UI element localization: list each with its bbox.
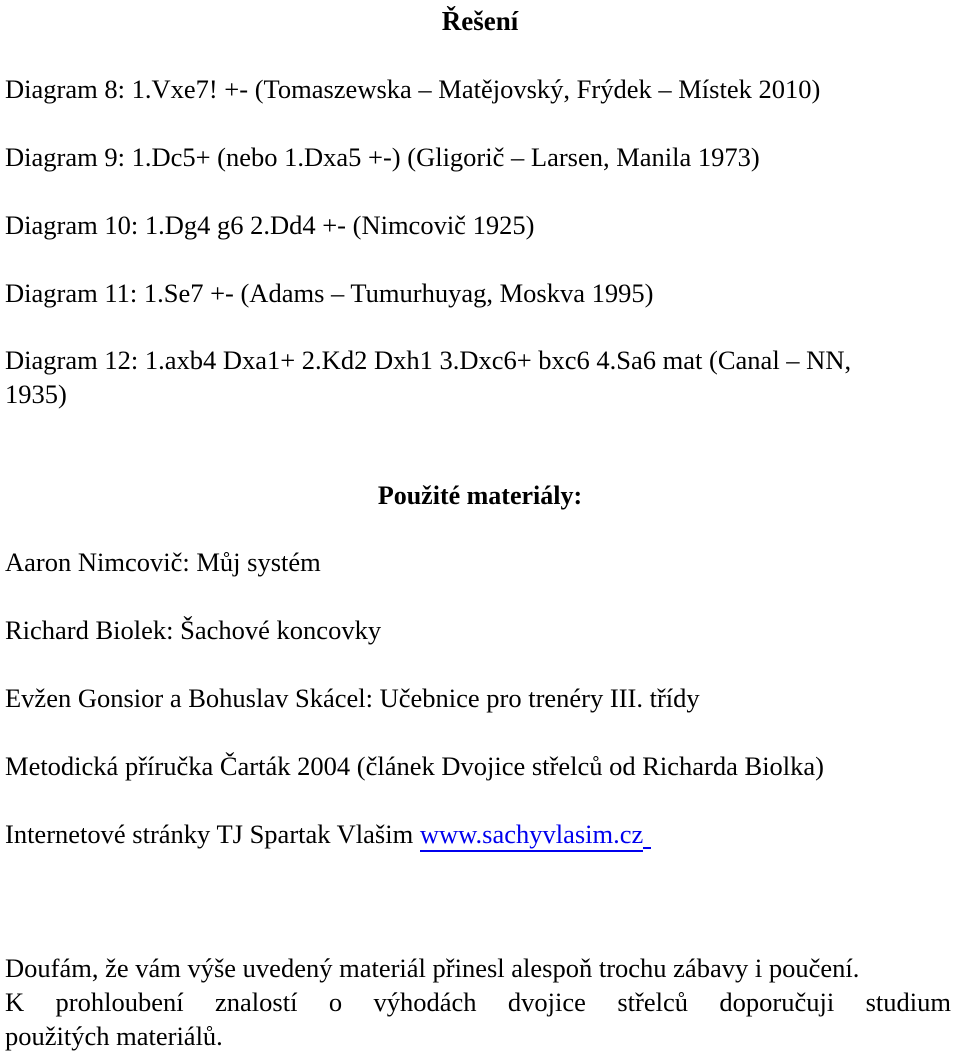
material-item-gonsior-skacel: Evžen Gonsior a Bohuslav Skácel: Učebnice pro trenéry III. třídy: [5, 683, 700, 713]
solution-diagram-9: Diagram 9: 1.Dc5+ (nebo 1.Dxa5 +-) (Gligorič – Larsen, Manila 1973): [5, 142, 760, 172]
solution-diagram-12: Diagram 12: 1.axb4 Dxa1+ 2.Kd2 Dxh1 3.Dxc6+ bxc6 4.Sa6 mat (Canal – NN, 1935): [5, 345, 852, 409]
material-item-cartak: Metodická příručka Čarták 2004 (článek Dvojice střelců od Richarda Biolka): [5, 751, 825, 781]
website-link[interactable]: www.sachyvlasim.cz: [420, 819, 643, 852]
link-underline-trail: [643, 846, 651, 849]
material-item-biolek: Richard Biolek: Šachové koncovky: [5, 615, 382, 645]
closing-line-3: použitých materiálů.: [5, 1021, 223, 1051]
closing-line-2: K prohloubení znalostí o výhodách dvojice střelců doporučuji studium: [5, 987, 951, 1017]
materials-heading: Použité materiály:: [377, 481, 583, 510]
material-item-website: [5, 817, 952, 851]
solution-diagram-11: Diagram 11: 1.Se7 +- (Adams – Tumurhuyag, Moskva 1995): [5, 278, 654, 308]
solutions-heading: Řešení: [441, 6, 519, 36]
closing-line-1: Doufám, že vám výše uvedený materiál přinesl alespoň trochu zábavy i poučení.: [5, 953, 860, 983]
solution-diagram-10: Diagram 10: 1.Dg4 g6 2.Dd4 +- (Nimcovič 1925): [5, 210, 535, 240]
website-label: Internetové stránky TJ Spartak Vlašim: [5, 819, 414, 849]
material-item-nimcovic: Aaron Nimcovič: Můj systém: [5, 547, 321, 577]
solution-diagram-8: Diagram 8: 1.Vxe7! +- (Tomaszewska – Matějovský, Frýdek – Místek 2010): [5, 74, 821, 104]
